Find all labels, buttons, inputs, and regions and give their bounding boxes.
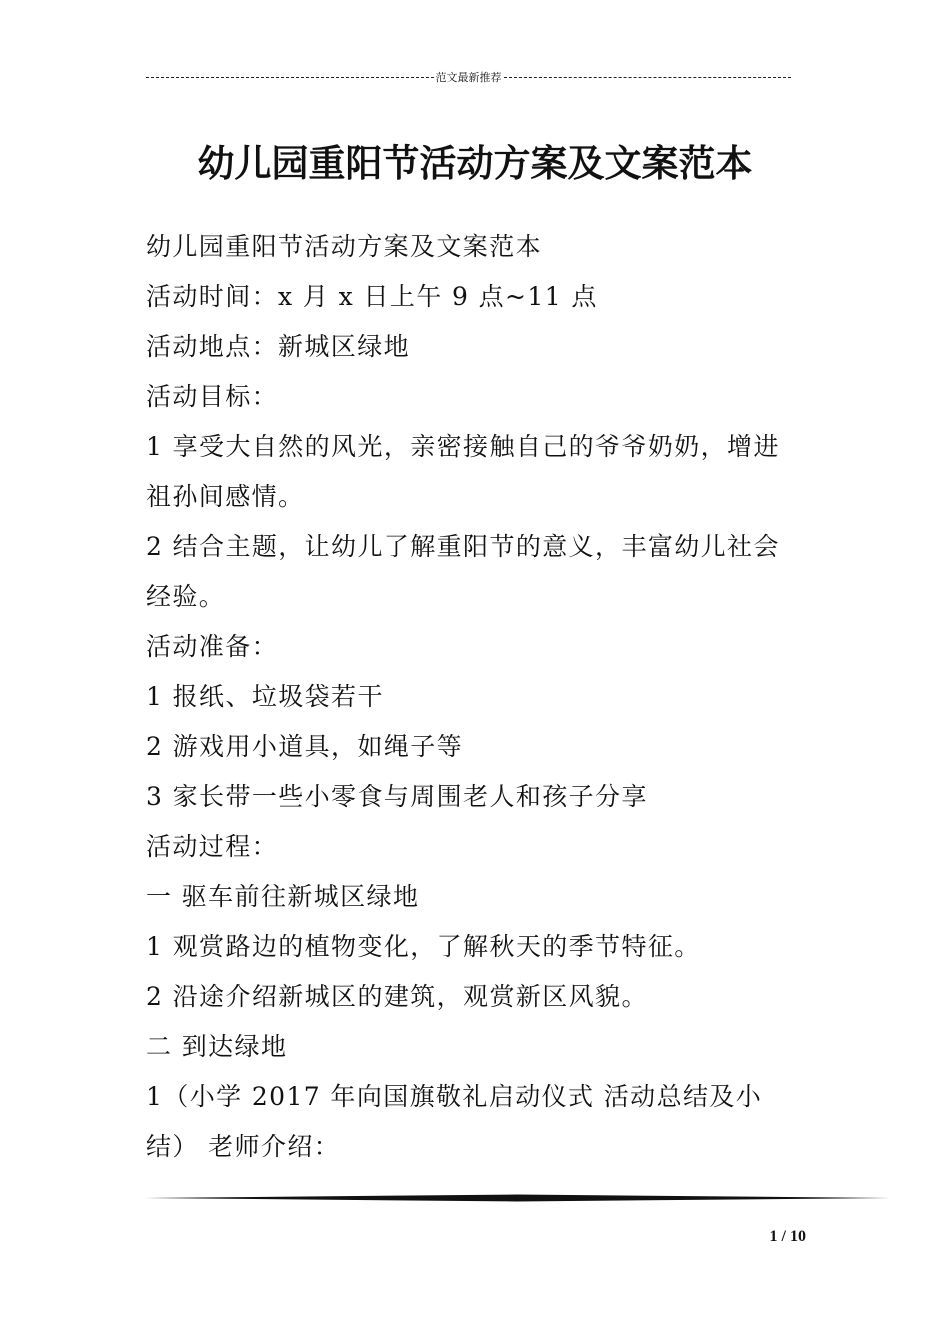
footer-divider-shape [145,1194,890,1202]
body-line: 活动准备： [146,632,279,661]
body-line: 祖孙间感情。 [146,482,305,511]
body-line: 活动时间：x 月 x 日上午 9 点~11 点 [146,282,598,311]
body-line: 1 享受大自然的风光，亲密接触自己的爷爷奶奶，增进 [146,432,780,461]
document-title: 幼儿园重阳节活动方案及文案范本 [197,142,753,185]
body-line: 3 家长带一些小零食与周围老人和孩子分享 [146,782,648,811]
body-line: 活动过程： [146,832,279,861]
body-line: 1（小学 2017 年向国旗敬礼启动仪式 活动总结及小 [146,1082,763,1111]
page-number: 1 / 10 [769,1228,806,1245]
body-line: 2 沿途介绍新城区的建筑，观赏新区风貌。 [146,982,648,1011]
body-line: 1 报纸、垃圾袋若干 [146,682,384,711]
body-line: 2 结合主题，让幼儿了解重阳节的意义，丰富幼儿社会 [146,532,780,561]
body-line: 幼儿园重阳节活动方案及文案范本 [146,232,543,261]
header-dash-right [504,77,792,78]
body-line: 经验。 [146,582,226,611]
body-line: 二 到达绿地 [146,1032,288,1061]
body-line: 结） 老师介绍： [146,1132,341,1161]
body-line: 一 驱车前往新城区绿地 [146,882,420,911]
body-line: 活动目标： [146,382,279,411]
header-dash-left [146,77,434,78]
footer-divider [145,1194,890,1202]
body-line: 1 观赏路边的植物变化，了解秋天的季节特征。 [146,932,701,961]
body-line: 2 游戏用小道具，如绳子等 [146,732,464,761]
header-label: 范文最新推荐 [435,72,502,84]
body-line: 活动地点：新城区绿地 [146,332,411,361]
page-header [146,66,791,88]
document-body [146,222,814,1172]
